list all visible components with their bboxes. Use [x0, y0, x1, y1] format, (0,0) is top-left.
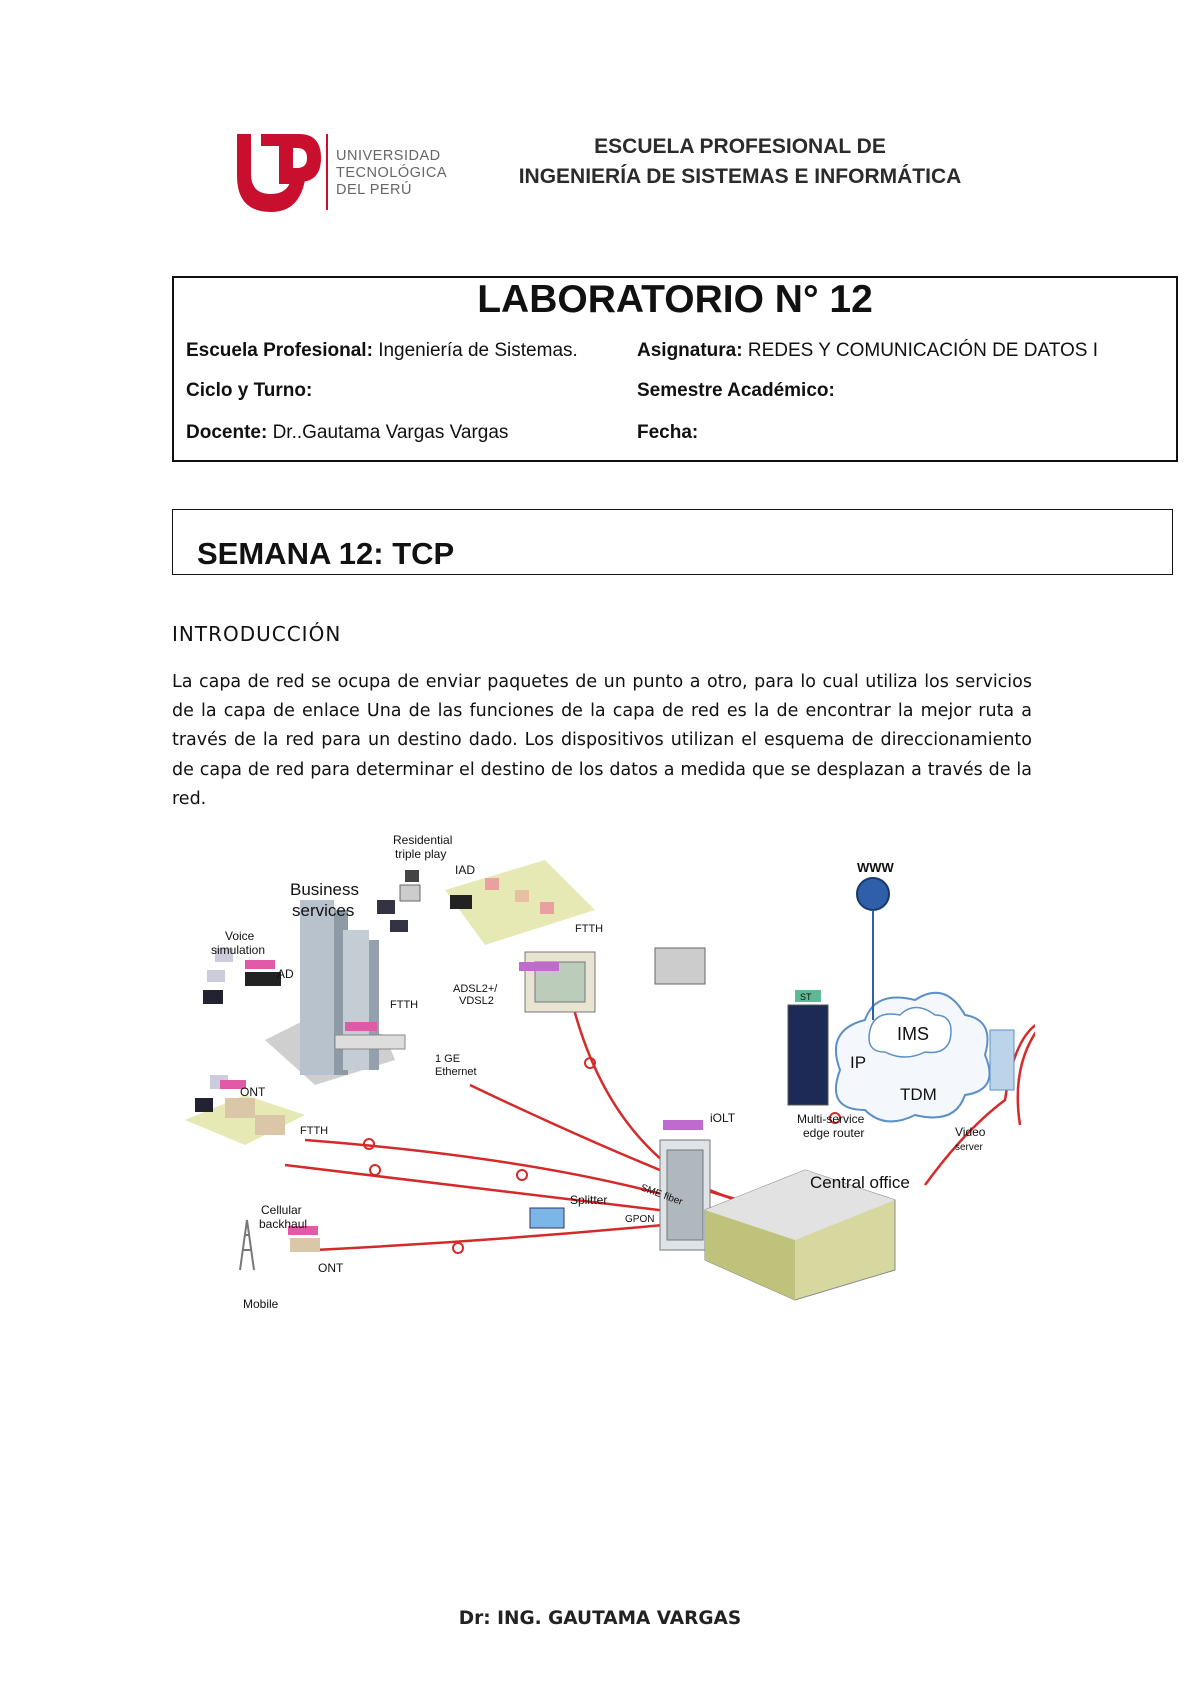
label-ad: AD	[277, 967, 294, 981]
logo-divider	[326, 134, 328, 210]
label-video-2: server	[955, 1142, 983, 1153]
field-ciclo: Ciclo y Turno:	[186, 380, 313, 401]
label-ont-bottom: ONT	[318, 1261, 344, 1275]
field-docente: Docente: Dr..Gautama Vargas Vargas	[186, 422, 509, 443]
label-ethernet: Ethernet	[435, 1066, 477, 1078]
field-escuela: Escuela Profesional: Ingeniería de Sistemas.	[186, 340, 578, 361]
label-triple-play: triple play	[395, 847, 447, 861]
footer-author: Dr: ING. GAUTAMA VARGAS	[458, 1608, 742, 1629]
field-semestre: Semestre Académico:	[637, 380, 835, 401]
label-video-1: Video	[955, 1125, 986, 1139]
network-diagram	[185, 830, 1035, 1340]
field-asignatura: Asignatura: REDES Y COMUNICACIÓN DE DATOS I	[637, 340, 1099, 361]
label-voice: Voice	[225, 929, 255, 943]
label-cellular: Cellular	[261, 1203, 302, 1217]
label-st: ST	[800, 992, 812, 1002]
label-adsl: ADSL2+/	[453, 983, 498, 995]
label-sme-fiber: SME fiber	[638, 1182, 684, 1208]
label-iolt: iOLT	[710, 1111, 736, 1125]
label-backhaul: backhaul	[259, 1217, 308, 1231]
intro-paragraph: La capa de red se ocupa de enviar paquetes de un punto a otro, para lo cual utiliza los servicios de la capa de enlace Una de las funciones de la capa de red es la de encontrar la mejor ruta a través de la red para un destino dado. Los dispositivos utilizan el esquema de direccionamiento de capa de red para determinar el destino de los datos a medida que se desplazan a través de la red.	[172, 672, 1032, 809]
label-splitter: Splitter	[570, 1193, 608, 1207]
lab-title: LABORATORIO N° 12	[477, 278, 873, 321]
label-central-office: Central office	[810, 1173, 910, 1192]
label-ftth-low: FTTH	[300, 1125, 329, 1137]
label-ont-top: ONT	[240, 1085, 266, 1099]
label-vdsl: VDSL2	[459, 995, 494, 1007]
label-iad: IAD	[455, 863, 476, 877]
label-router-1: Multi-service	[797, 1112, 865, 1126]
label-residential: Residential	[393, 833, 453, 847]
label-ims: IMS	[897, 1024, 930, 1044]
label-mobile: Mobile	[243, 1297, 279, 1311]
label-ip: IP	[850, 1053, 867, 1072]
label-www: WWW	[857, 860, 894, 875]
label-simulation: simulation	[211, 943, 266, 957]
field-fecha: Fecha:	[637, 422, 699, 443]
label-business: Business	[290, 880, 359, 899]
label-ge: 1 GE	[435, 1053, 461, 1065]
label-ftth-top: FTTH	[575, 923, 604, 935]
university-name: UNIVERSIDAD TECNOLÓGICA DEL PERÚ	[336, 148, 448, 198]
label-tdm: TDM	[900, 1085, 937, 1104]
intro-heading: INTRODUCCIÓN	[172, 622, 342, 646]
label-services: services	[292, 901, 355, 920]
label-ftth-mid: FTTH	[390, 999, 419, 1011]
school-name: ESCUELA PROFESIONAL DE INGENIERÍA DE SISTEMAS E INFORMÁTICA	[518, 135, 962, 188]
label-gpon: GPON	[625, 1214, 655, 1225]
week-title: SEMANA 12: TCP	[197, 536, 455, 571]
label-router-2: edge router	[803, 1126, 865, 1140]
